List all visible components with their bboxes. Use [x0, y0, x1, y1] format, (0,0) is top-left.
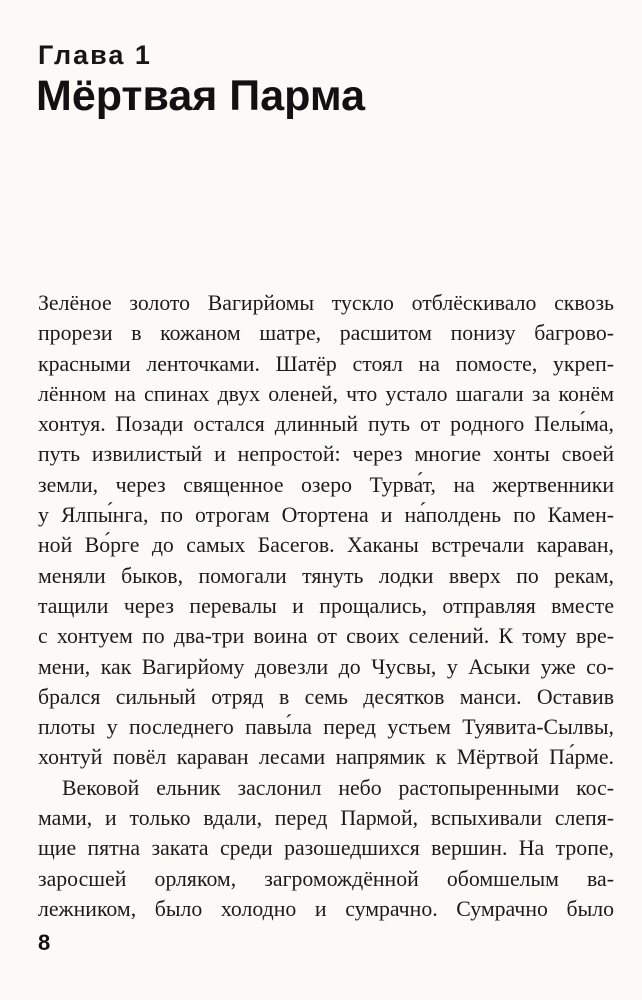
text-line: с хонтуем по два-три воина от своих селений. К тому вре- — [38, 624, 614, 649]
text-line: щие пятна заката среди разошедшихся вершин. На тропе, — [38, 836, 614, 861]
body-text — [38, 288, 614, 924]
text-line: брался сильный отряд в семь десятков манси. Оставив — [38, 684, 614, 709]
text-line: Вековой ельник заслонил небо растопыренными кос- — [62, 775, 614, 800]
text-line: красными ленточками. Шатёр стоял на помосте, укреп- — [38, 351, 614, 376]
text-line: плоты у последнего павы́ла перед устьем Туявита-Сылвы, — [38, 715, 614, 740]
text-line: лежником, было холодно и сумрачно. Сумрачно было — [38, 896, 614, 921]
text-line: хонтуя. Позади остался длинный путь от родного Пелы́ма, — [38, 412, 614, 437]
page-number: 8 — [38, 930, 51, 955]
text-line: у Ялпы́нга, по отрогам Отортена и на́полдень по Камен- — [38, 503, 614, 528]
text-line: лённом на спинах двух оленей, что устало шагали за конём — [38, 381, 614, 406]
text-line: Зелёное золото Вагирйомы тускло отблёскивало сквозь — [38, 291, 614, 315]
text-line: ной Во́рге до самых Басегов. Хаканы встречали караван, — [38, 533, 614, 558]
text-line: тащили через перевалы и прощались, отправляя вместе — [38, 593, 614, 618]
text-line: заросшей орляком, загромождённой обомшелым ва- — [38, 866, 614, 891]
chapter-title: Мёртвая Парма — [36, 72, 365, 120]
text-line: мени, как Вагирйому довезли до Чусвы, у Асыки уже со- — [38, 654, 614, 679]
text-line: мами, и только вдали, перед Пармой, вспыхивали слепя- — [38, 806, 614, 831]
text-line: хонтуй повёл караван лесами напрямик к Мёртвой Па́рме. — [38, 745, 614, 770]
text-line: земли, через священное озеро Турва́т, на жертвенники — [38, 472, 614, 497]
text-line: путь извилистый и непростой: через многие хонты своей — [38, 442, 614, 467]
chapter-label: Глава 1 — [38, 40, 152, 70]
text-line: прорези в кожаном шатре, расшитом понизу багрово- — [38, 321, 614, 346]
text-line: меняли быков, помогали тянуть лодки вверх по рекам, — [38, 563, 614, 588]
